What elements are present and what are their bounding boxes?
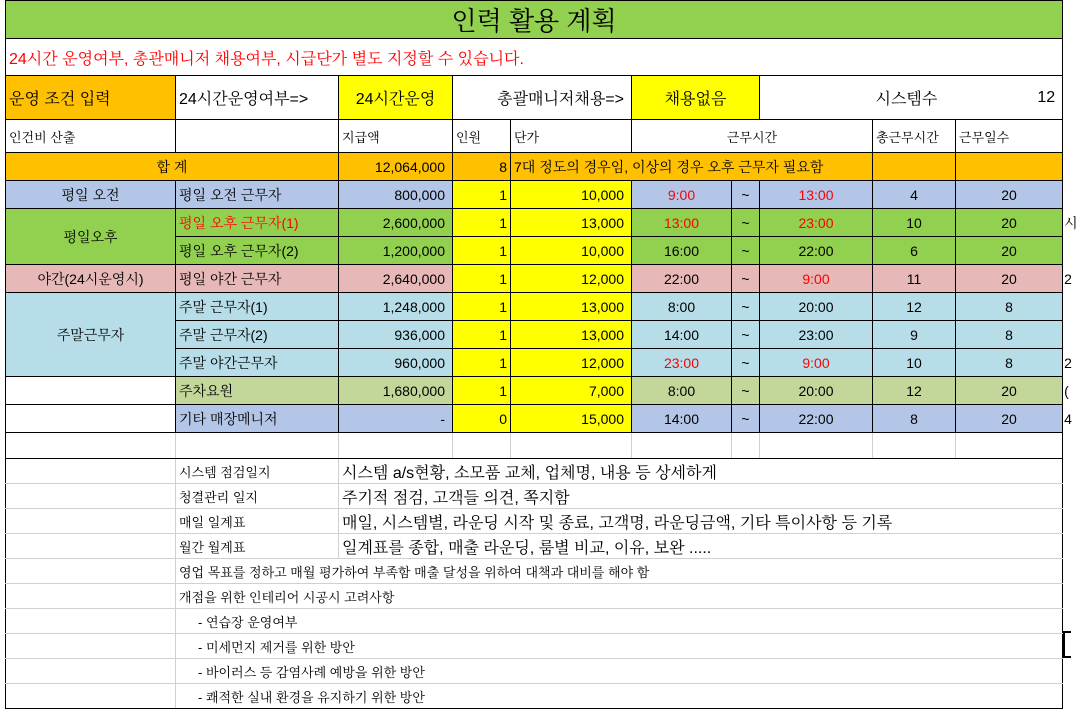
unit-price-cell[interactable]: 12,000 xyxy=(511,349,632,377)
blank-cell[interactable] xyxy=(511,433,632,459)
labor-row-store-manager xyxy=(6,405,1070,433)
work-time-header[interactable]: 근무시간 xyxy=(632,120,873,153)
headcount-cell[interactable]: 1 xyxy=(453,293,511,321)
unit-price-cell[interactable]: 13,000 xyxy=(511,321,632,349)
interior-item[interactable]: - 바이러스 등 감염사례 예방을 위한 방안 xyxy=(176,659,1063,684)
unit-price-cell[interactable]: 15,000 xyxy=(511,405,632,433)
headcount-cell[interactable]: 1 xyxy=(453,209,511,237)
overflow-text: ( xyxy=(1064,382,1069,399)
role-cell[interactable]: 평일 오후 근무자(2) xyxy=(176,237,339,265)
overflow-cell xyxy=(1063,405,1070,433)
start-time-cell[interactable]: 22:00 xyxy=(632,265,732,293)
blank-cell[interactable] xyxy=(732,433,760,459)
total-hours-cell[interactable]: 9 xyxy=(873,321,956,349)
blank-cell[interactable] xyxy=(760,76,873,120)
unit-price-cell[interactable]: 7,000 xyxy=(511,377,632,405)
work-days-cell[interactable]: 20 xyxy=(956,405,1063,433)
pay-cell[interactable]: 960,000 xyxy=(339,349,453,377)
total-hours-header[interactable]: 총근무시간 xyxy=(873,120,956,153)
pay-cell[interactable]: 2,640,000 xyxy=(339,265,453,293)
spreadsheet-grid xyxy=(5,0,1078,709)
work-days-cell[interactable]: 8 xyxy=(956,293,1063,321)
group-night[interactable]: 야간(24시운영시) xyxy=(6,265,176,293)
time-separator[interactable]: ~ xyxy=(732,321,760,349)
group-weekend[interactable]: 주말근무자 xyxy=(6,293,176,377)
labor-row-weekend-1 xyxy=(6,293,1070,321)
blank-cell[interactable] xyxy=(6,559,176,584)
overflow-cell xyxy=(1063,534,1070,559)
work-days-cell[interactable]: 8 xyxy=(956,321,1063,349)
labor-row-weekday-afternoon-1 xyxy=(6,209,1070,237)
blank-cell[interactable] xyxy=(6,509,176,534)
labor-row-parking xyxy=(6,377,1070,405)
overflow-cell xyxy=(1063,76,1070,120)
overflow-cell xyxy=(1063,237,1070,265)
pay-cell[interactable]: 800,000 xyxy=(339,181,453,209)
pay-cell[interactable]: - xyxy=(339,405,453,433)
total-hours-cell[interactable]: 10 xyxy=(873,209,956,237)
log-row xyxy=(6,484,1070,509)
note-row xyxy=(6,634,1070,659)
blank-cell[interactable] xyxy=(873,433,956,459)
total-pay[interactable]: 12,064,000 xyxy=(339,153,453,181)
interior-item[interactable]: - 쾌적한 실내 환경을 유지하기 위한 방안 xyxy=(176,684,1063,709)
time-separator[interactable]: ~ xyxy=(732,209,760,237)
blank-cell[interactable] xyxy=(760,433,873,459)
headcount-cell[interactable]: 0 xyxy=(453,405,511,433)
unit-price-header[interactable]: 단가 xyxy=(511,120,632,153)
note-row xyxy=(6,609,1070,634)
overflow-cell xyxy=(1063,181,1070,209)
overflow-cell xyxy=(1063,209,1078,237)
interior-title[interactable]: 개점을 위한 인테리어 시공시 고려사항 xyxy=(176,584,1063,609)
overflow-cell xyxy=(1063,377,1070,405)
overflow-cell xyxy=(1063,265,1070,293)
pay-cell[interactable]: 1,680,000 xyxy=(339,377,453,405)
end-time-cell[interactable]: 23:00 xyxy=(760,209,873,237)
overflow-cell xyxy=(1063,509,1070,534)
pay-cell[interactable]: 1,248,000 xyxy=(339,293,453,321)
sales-goal-note[interactable]: 영업 목표를 정하고 매월 평가하여 부족함 매출 달성을 위하여 대책과 대비를 해야 함 xyxy=(176,559,1063,584)
blank-cell[interactable] xyxy=(6,609,176,634)
blank-cell[interactable] xyxy=(956,153,1063,181)
role-cell[interactable]: 평일 야간 근무자 xyxy=(176,265,339,293)
interior-item[interactable]: - 연습장 운영여부 xyxy=(176,609,1063,634)
labor-total-row xyxy=(6,153,1070,181)
overflow-cell xyxy=(1063,559,1070,584)
headcount-cell[interactable]: 1 xyxy=(453,265,511,293)
end-time-cell[interactable]: 20:00 xyxy=(760,293,873,321)
log-name[interactable]: 시스템 점검일지 xyxy=(176,459,339,484)
blank-cell[interactable] xyxy=(6,484,176,509)
labor-header-row xyxy=(6,120,1070,153)
time-separator[interactable]: ~ xyxy=(732,405,760,433)
conditions-row xyxy=(6,76,1070,120)
overflow-cell xyxy=(1063,349,1070,377)
headcount-cell[interactable]: 1 xyxy=(453,321,511,349)
total-hours-cell[interactable]: 12 xyxy=(873,377,956,405)
overflow-cell xyxy=(1063,659,1070,684)
group-weekday-morning[interactable]: 평일 오전 xyxy=(6,181,176,209)
time-separator[interactable]: ~ xyxy=(732,377,760,405)
operation-24h-value[interactable]: 24시간운영 xyxy=(339,76,453,120)
start-time-cell[interactable]: 16:00 xyxy=(632,237,732,265)
overflow-text: 2 xyxy=(1064,270,1072,287)
work-days-cell[interactable]: 20 xyxy=(956,265,1063,293)
work-days-cell[interactable]: 20 xyxy=(956,209,1063,237)
headcount-cell[interactable]: 1 xyxy=(453,181,511,209)
blank-cell[interactable] xyxy=(632,433,732,459)
log-detail[interactable]: 매일, 시스템별, 라운딩 시작 및 종료, 고객명, 라운딩금액, 기타 특이사항 등 기록 xyxy=(339,509,1063,534)
role-cell[interactable]: 평일 오전 근무자 xyxy=(176,181,339,209)
overflow-cell xyxy=(1063,321,1070,349)
start-time-cell[interactable]: 13:00 xyxy=(632,209,732,237)
pay-cell[interactable]: 1,200,000 xyxy=(339,237,453,265)
system-count-value[interactable]: 12 xyxy=(956,76,1063,120)
blank-cell[interactable] xyxy=(6,534,176,559)
work-days-header[interactable]: 근무일수 xyxy=(956,120,1063,153)
unit-price-cell[interactable]: 10,000 xyxy=(511,237,632,265)
end-time-cell[interactable]: 20:00 xyxy=(760,377,873,405)
time-separator[interactable]: ~ xyxy=(732,237,760,265)
overflow-cell xyxy=(1063,153,1070,181)
blank-cell[interactable] xyxy=(176,120,339,153)
role-cell[interactable]: 주말 근무자(2) xyxy=(176,321,339,349)
blank-cell[interactable] xyxy=(6,405,176,433)
overflow-text: 4 xyxy=(1064,410,1072,427)
manager-hire-label[interactable]: 총괄매니저채용=> xyxy=(453,76,632,120)
operation-24h-label[interactable]: 24시간운영여부=> xyxy=(176,76,339,120)
overflow-cell xyxy=(1063,459,1070,484)
overflow-cell xyxy=(1063,433,1070,459)
log-row xyxy=(6,534,1070,559)
title-row xyxy=(6,1,1070,39)
note-row xyxy=(6,684,1070,709)
role-cell[interactable]: 기타 매장메니저 xyxy=(176,405,339,433)
overflow-cell xyxy=(1063,39,1070,76)
work-days-cell[interactable]: 8 xyxy=(956,349,1063,377)
sheet-title[interactable]: 인력 활용 계획 xyxy=(6,1,1063,39)
log-detail[interactable]: 주기적 점검, 고객들 의견, 쪽지함 xyxy=(339,484,1063,509)
manager-hire-value[interactable]: 채용없음 xyxy=(632,76,760,120)
cell-selection-marker xyxy=(1063,631,1071,658)
overflow-cell xyxy=(1063,293,1070,321)
overflow-text: 2 xyxy=(1064,354,1072,371)
notice-row xyxy=(6,39,1070,76)
overflow-cell xyxy=(1063,584,1070,609)
unit-price-cell[interactable]: 13,000 xyxy=(511,209,632,237)
total-hours-cell[interactable]: 11 xyxy=(873,265,956,293)
role-cell[interactable]: 평일 오후 근무자(1) xyxy=(176,209,339,237)
total-hours-cell[interactable]: 4 xyxy=(873,181,956,209)
group-weekday-afternoon[interactable]: 평일오후 xyxy=(6,209,176,265)
role-cell[interactable]: 주말 근무자(1) xyxy=(176,293,339,321)
end-time-cell[interactable]: 9:00 xyxy=(760,265,873,293)
overflow-cell xyxy=(1063,484,1070,509)
labor-row-night xyxy=(6,265,1070,293)
note-row xyxy=(6,659,1070,684)
start-time-cell[interactable]: 8:00 xyxy=(632,293,732,321)
total-hours-cell[interactable]: 8 xyxy=(873,405,956,433)
system-count-label[interactable]: 시스템수 xyxy=(873,76,956,120)
log-row xyxy=(6,459,1070,484)
headcount-cell[interactable]: 1 xyxy=(453,237,511,265)
start-time-cell[interactable]: 23:00 xyxy=(632,349,732,377)
blank-cell[interactable] xyxy=(339,433,453,459)
total-hours-cell[interactable]: 6 xyxy=(873,237,956,265)
total-label[interactable]: 합 계 xyxy=(6,153,339,181)
overflow-cell xyxy=(1063,1,1070,39)
log-name[interactable]: 월간 월계표 xyxy=(176,534,339,559)
headcount-cell[interactable]: 1 xyxy=(453,349,511,377)
interior-item[interactable]: - 미세먼지 제거를 위한 방안 xyxy=(176,634,1063,659)
pay-cell[interactable]: 2,600,000 xyxy=(339,209,453,237)
notice-text[interactable]: 24시간 운영여부, 총관매니저 채용여부, 시급단가 별도 지정할 수 있습니다. xyxy=(6,39,1063,76)
end-time-cell[interactable]: 13:00 xyxy=(760,181,873,209)
unit-price-cell[interactable]: 10,000 xyxy=(511,181,632,209)
time-separator[interactable]: ~ xyxy=(732,349,760,377)
overflow-cell xyxy=(1063,609,1070,634)
log-detail[interactable]: 일계표를 종합, 매출 라운딩, 룸별 비교, 이유, 보완 ..... xyxy=(339,534,1063,559)
unit-price-cell[interactable]: 13,000 xyxy=(511,293,632,321)
total-note[interactable]: 7대 정도의 경우임, 이상의 경우 오후 근무자 필요함 xyxy=(511,153,873,181)
work-days-cell[interactable]: 20 xyxy=(956,181,1063,209)
blank-cell[interactable] xyxy=(176,433,339,459)
blank-cell[interactable] xyxy=(6,634,176,659)
time-separator[interactable]: ~ xyxy=(732,293,760,321)
log-detail[interactable]: 시스템 a/s현황, 소모품 교체, 업체명, 내용 등 상세하게 xyxy=(339,459,1063,484)
pay-cell[interactable]: 936,000 xyxy=(339,321,453,349)
blank-cell[interactable] xyxy=(6,684,176,709)
blank-cell[interactable] xyxy=(6,584,176,609)
log-name[interactable]: 매일 일계표 xyxy=(176,509,339,534)
blank-cell[interactable] xyxy=(956,433,1063,459)
blank-row xyxy=(6,433,1070,459)
log-row xyxy=(6,509,1070,534)
start-time-cell[interactable]: 8:00 xyxy=(632,377,732,405)
blank-cell[interactable] xyxy=(873,153,956,181)
unit-price-cell[interactable]: 12,000 xyxy=(511,265,632,293)
end-time-cell[interactable]: 9:00 xyxy=(760,349,873,377)
start-time-cell[interactable]: 14:00 xyxy=(632,405,732,433)
total-headcount[interactable]: 8 xyxy=(453,153,511,181)
end-time-cell[interactable]: 22:00 xyxy=(760,405,873,433)
end-time-cell[interactable]: 22:00 xyxy=(760,237,873,265)
start-time-cell[interactable]: 14:00 xyxy=(632,321,732,349)
blank-cell[interactable] xyxy=(453,433,511,459)
conditions-label[interactable]: 운영 조건 입력 xyxy=(6,76,176,120)
headcount-header[interactable]: 인원 xyxy=(453,120,511,153)
log-name[interactable]: 청결관리 일지 xyxy=(176,484,339,509)
work-days-cell[interactable]: 20 xyxy=(956,377,1063,405)
overflow-cell xyxy=(1063,684,1070,709)
note-row xyxy=(6,559,1070,584)
blank-cell[interactable] xyxy=(6,459,176,484)
note-row xyxy=(6,584,1070,609)
headcount-cell[interactable]: 1 xyxy=(453,377,511,405)
blank-cell[interactable] xyxy=(6,659,176,684)
blank-cell[interactable] xyxy=(6,377,176,405)
blank-cell[interactable] xyxy=(6,433,176,459)
total-hours-cell[interactable]: 12 xyxy=(873,293,956,321)
time-separator[interactable]: ~ xyxy=(732,265,760,293)
labor-row-weekday-morning xyxy=(6,181,1070,209)
overflow-text: 시 xyxy=(1064,214,1078,231)
time-separator[interactable]: ~ xyxy=(732,181,760,209)
pay-header[interactable]: 지급액 xyxy=(339,120,453,153)
end-time-cell[interactable]: 23:00 xyxy=(760,321,873,349)
role-cell[interactable]: 주차요원 xyxy=(176,377,339,405)
role-cell[interactable]: 주말 야간근무자 xyxy=(176,349,339,377)
start-time-cell[interactable]: 9:00 xyxy=(632,181,732,209)
overflow-cell xyxy=(1063,120,1070,153)
work-days-cell[interactable]: 20 xyxy=(956,237,1063,265)
labor-section-header[interactable]: 인건비 산출 xyxy=(6,120,176,153)
total-hours-cell[interactable]: 10 xyxy=(873,349,956,377)
